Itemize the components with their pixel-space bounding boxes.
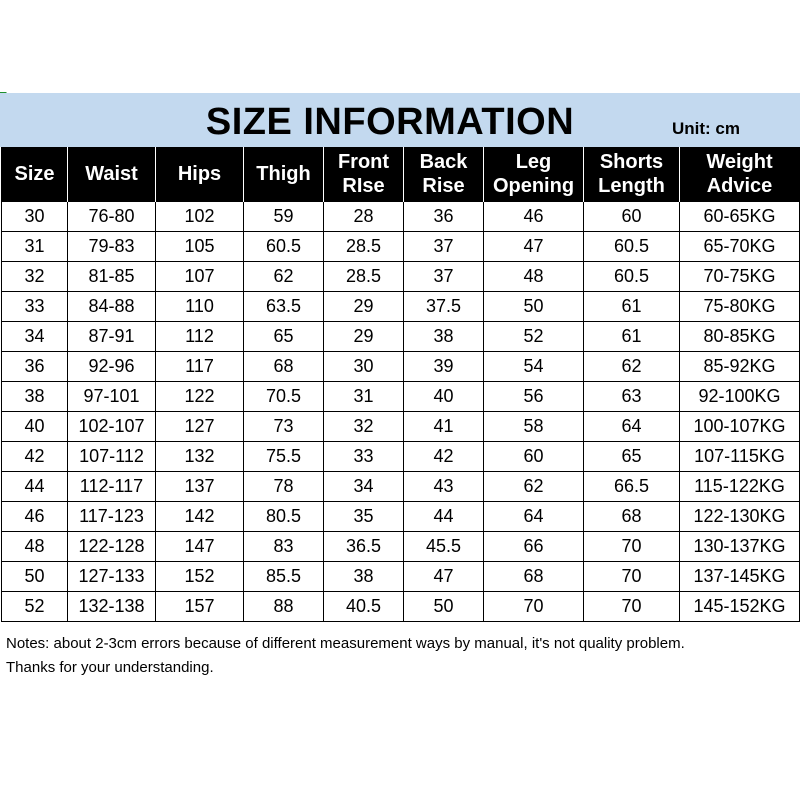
column-header-line: Length — [598, 175, 665, 197]
column-header — [484, 147, 584, 202]
table-cell: 58 — [484, 412, 584, 442]
column-header-line: RIse — [342, 175, 385, 197]
table-cell: 115-122KG — [680, 472, 800, 502]
table-cell: 60 — [484, 442, 584, 472]
table-cell: 85-92KG — [680, 352, 800, 382]
table-cell: 40.5 — [324, 592, 404, 622]
table-cell: 73 — [244, 412, 324, 442]
table-cell: 92-100KG — [680, 382, 800, 412]
table-cell: 75.5 — [244, 442, 324, 472]
table-cell: 59 — [244, 202, 324, 232]
table-cell: 60.5 — [244, 232, 324, 262]
column-header — [404, 147, 484, 202]
column-header — [68, 147, 156, 202]
table-cell: 33 — [2, 292, 68, 322]
table-cell: 28 — [324, 202, 404, 232]
table-row — [2, 202, 800, 232]
table-cell: 31 — [2, 232, 68, 262]
table-cell: 61 — [584, 292, 680, 322]
table-cell: 37 — [404, 232, 484, 262]
table-cell: 54 — [484, 352, 584, 382]
table-row — [2, 352, 800, 382]
table-cell: 132 — [156, 442, 244, 472]
table-cell: 157 — [156, 592, 244, 622]
table-cell: 30 — [2, 202, 68, 232]
table-cell: 80-85KG — [680, 322, 800, 352]
table-cell: 62 — [244, 262, 324, 292]
column-header-line: Weight — [706, 151, 773, 173]
table-cell: 34 — [2, 322, 68, 352]
column-header-line: Size — [14, 163, 55, 185]
table-cell: 62 — [584, 352, 680, 382]
column-header-line: Opening — [492, 175, 575, 197]
table-cell: 52 — [484, 322, 584, 352]
table-cell: 36 — [2, 352, 68, 382]
table-cell: 127-133 — [68, 562, 156, 592]
table-cell: 60 — [584, 202, 680, 232]
table-cell: 40 — [2, 412, 68, 442]
column-header-line: Rise — [422, 175, 465, 197]
table-cell: 70 — [584, 532, 680, 562]
table-cell: 83 — [244, 532, 324, 562]
table-body — [2, 202, 800, 622]
table-cell: 122 — [156, 382, 244, 412]
column-header — [156, 147, 244, 202]
size-table — [1, 147, 800, 622]
column-header — [244, 147, 324, 202]
table-cell: 50 — [484, 292, 584, 322]
table-cell: 44 — [404, 502, 484, 532]
table-cell: 110 — [156, 292, 244, 322]
table-cell: 64 — [584, 412, 680, 442]
table-cell: 62 — [484, 472, 584, 502]
table-cell: 32 — [2, 262, 68, 292]
table-cell: 122-128 — [68, 532, 156, 562]
table-row — [2, 472, 800, 502]
table-cell: 68 — [584, 502, 680, 532]
table-cell: 117-123 — [68, 502, 156, 532]
table-cell: 142 — [156, 502, 244, 532]
table-row — [2, 412, 800, 442]
table-cell: 70 — [484, 592, 584, 622]
table-cell: 56 — [484, 382, 584, 412]
table-cell: 37.5 — [404, 292, 484, 322]
table-cell: 28.5 — [324, 262, 404, 292]
notes — [6, 632, 796, 680]
table-cell: 52 — [2, 592, 68, 622]
table-cell: 38 — [2, 382, 68, 412]
column-header-line: Shorts — [599, 151, 664, 173]
table-cell: 48 — [2, 532, 68, 562]
table-cell: 70 — [584, 592, 680, 622]
table-cell: 105 — [156, 232, 244, 262]
table-cell: 46 — [484, 202, 584, 232]
table-cell: 107 — [156, 262, 244, 292]
table-cell: 68 — [244, 352, 324, 382]
column-header-line: Waist — [85, 163, 138, 185]
table-cell: 117 — [156, 352, 244, 382]
table-cell: 88 — [244, 592, 324, 622]
table-row — [2, 592, 800, 622]
table-cell: 87-91 — [68, 322, 156, 352]
notes-line: Notes: about 2-3cm errors because of different measurement ways by manual, it's not quality problem. — [6, 635, 685, 652]
table-cell: 112 — [156, 322, 244, 352]
table-cell: 76-80 — [68, 202, 156, 232]
table-cell: 65 — [584, 442, 680, 472]
table-cell: 60.5 — [584, 232, 680, 262]
table-cell: 29 — [324, 322, 404, 352]
table-cell: 78 — [244, 472, 324, 502]
table-cell: 42 — [404, 442, 484, 472]
notes-line: Thanks for your understanding. — [6, 659, 214, 676]
table-cell: 145-152KG — [680, 592, 800, 622]
table-cell: 36.5 — [324, 532, 404, 562]
column-header-line: Back — [419, 151, 468, 173]
table-cell: 107-115KG — [680, 442, 800, 472]
table-cell: 85.5 — [244, 562, 324, 592]
table-cell: 48 — [484, 262, 584, 292]
table-cell: 81-85 — [68, 262, 156, 292]
table-cell: 61 — [584, 322, 680, 352]
table-cell: 50 — [2, 562, 68, 592]
table-cell: 102-107 — [68, 412, 156, 442]
table-cell: 64 — [484, 502, 584, 532]
table-cell: 60.5 — [584, 262, 680, 292]
table-cell: 65 — [244, 322, 324, 352]
table-cell: 79-83 — [68, 232, 156, 262]
table-row — [2, 562, 800, 592]
table-row — [2, 532, 800, 562]
table-cell: 66 — [484, 532, 584, 562]
table-cell: 28.5 — [324, 232, 404, 262]
table-cell: 70-75KG — [680, 262, 800, 292]
table-row — [2, 292, 800, 322]
table-cell: 102 — [156, 202, 244, 232]
column-header-line: Advice — [706, 175, 773, 197]
table-cell: 63.5 — [244, 292, 324, 322]
table-cell: 80.5 — [244, 502, 324, 532]
table-cell: 47 — [484, 232, 584, 262]
page-title: SIZE INFORMATION — [205, 101, 575, 143]
table-cell: 46 — [2, 502, 68, 532]
table-cell: 45.5 — [404, 532, 484, 562]
table-cell: 33 — [324, 442, 404, 472]
unit-label: Unit: cm — [672, 119, 740, 138]
table-cell: 44 — [2, 472, 68, 502]
table-cell: 75-80KG — [680, 292, 800, 322]
table-cell: 97-101 — [68, 382, 156, 412]
table-cell: 70 — [584, 562, 680, 592]
table-cell: 32 — [324, 412, 404, 442]
table-cell: 147 — [156, 532, 244, 562]
table-cell: 43 — [404, 472, 484, 502]
table-cell: 35 — [324, 502, 404, 532]
column-header-line: Front — [337, 151, 390, 173]
table-cell: 29 — [324, 292, 404, 322]
column-header — [2, 147, 68, 202]
column-header-line: Thigh — [256, 163, 311, 185]
table-cell: 41 — [404, 412, 484, 442]
table-cell: 70.5 — [244, 382, 324, 412]
table-header-row — [2, 147, 800, 202]
table-cell: 137 — [156, 472, 244, 502]
column-header — [324, 147, 404, 202]
table-cell: 152 — [156, 562, 244, 592]
table-cell: 130-137KG — [680, 532, 800, 562]
table-row — [2, 442, 800, 472]
table-cell: 127 — [156, 412, 244, 442]
table-cell: 60-65KG — [680, 202, 800, 232]
table-cell: 63 — [584, 382, 680, 412]
table-cell: 92-96 — [68, 352, 156, 382]
table-cell: 84-88 — [68, 292, 156, 322]
table-cell: 39 — [404, 352, 484, 382]
table-cell: 30 — [324, 352, 404, 382]
table-row — [2, 262, 800, 292]
column-header-line: Leg — [515, 151, 552, 173]
table-row — [2, 502, 800, 532]
table-cell: 122-130KG — [680, 502, 800, 532]
column-header — [680, 147, 800, 202]
table-cell: 107-112 — [68, 442, 156, 472]
table-row — [2, 232, 800, 262]
table-row — [2, 322, 800, 352]
table-cell: 36 — [404, 202, 484, 232]
table-cell: 132-138 — [68, 592, 156, 622]
table-cell: 38 — [404, 322, 484, 352]
table-cell: 31 — [324, 382, 404, 412]
column-header-line: Hips — [177, 163, 222, 185]
title-banner — [0, 93, 800, 147]
column-header — [584, 147, 680, 202]
table-row — [2, 382, 800, 412]
table-cell: 65-70KG — [680, 232, 800, 262]
table-cell: 40 — [404, 382, 484, 412]
table-cell: 100-107KG — [680, 412, 800, 442]
table-cell: 38 — [324, 562, 404, 592]
table-cell: 34 — [324, 472, 404, 502]
table-cell: 66.5 — [584, 472, 680, 502]
table-cell: 47 — [404, 562, 484, 592]
table-cell: 50 — [404, 592, 484, 622]
table-cell: 42 — [2, 442, 68, 472]
table-cell: 37 — [404, 262, 484, 292]
table-cell: 112-117 — [68, 472, 156, 502]
table-cell: 68 — [484, 562, 584, 592]
table-cell: 137-145KG — [680, 562, 800, 592]
